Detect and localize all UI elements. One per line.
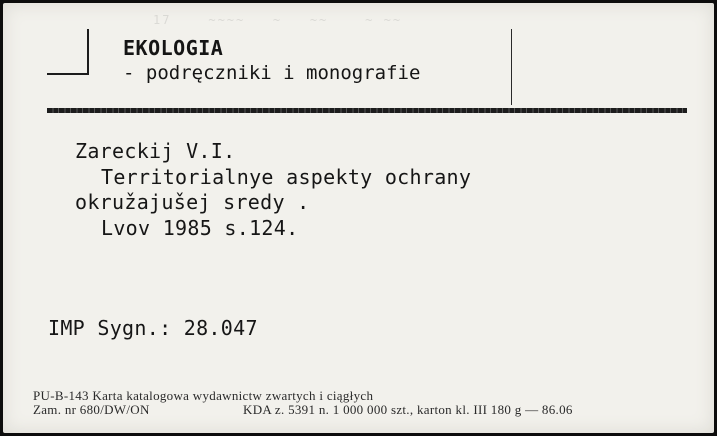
- horizontal-rule: [47, 108, 687, 113]
- footer-line-1: PU-B-143 Karta katalogowa wydawnictw zwartych i ciągłych: [33, 388, 374, 403]
- subject-heading: EKOLOGIA: [123, 36, 224, 60]
- title-line-2: okružajušej sredy .: [75, 190, 310, 214]
- faint-bleed-through-text: 17 ~~~~ ~ ~~ ~ ~~: [153, 13, 403, 27]
- footer-line-2-left: Zam. nr 680/DW/ON: [33, 402, 150, 417]
- corner-bracket-horizontal: [47, 73, 89, 75]
- header-divider-line: [511, 29, 512, 105]
- subject-subheading: - podręczniki i monografie: [123, 62, 421, 84]
- corner-bracket-vertical: [87, 29, 89, 75]
- author: Zareckij V.I.: [75, 139, 236, 163]
- signature: IMP Sygn.: 28.047: [48, 316, 258, 340]
- catalog-card: [3, 3, 714, 433]
- title-line-1: Territorialnye aspekty ochrany: [101, 165, 472, 189]
- footer-line-2-right: KDA z. 5391 n. 1 000 000 szt., karton kl. III 180 g — 86.06: [243, 402, 573, 417]
- imprint: Lvov 1985 s.124.: [101, 216, 299, 240]
